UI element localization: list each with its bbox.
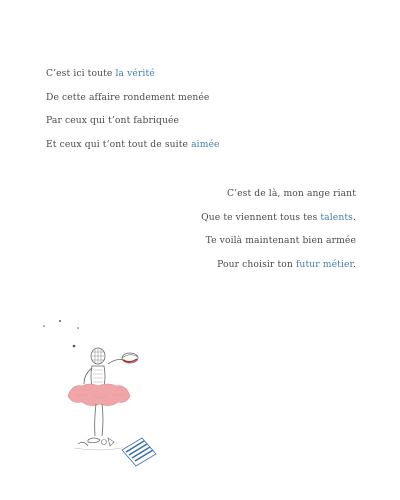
poem-line: De cette affaire rondement menée xyxy=(46,91,210,103)
poem-stanza-1 xyxy=(46,62,220,156)
poem-line: Te voilà maintenant bien armée xyxy=(205,235,356,246)
poem-line: C’est ici toute la vérité xyxy=(46,68,155,79)
poem-line: Et ceux qui t’ont tout de suite aimée xyxy=(46,138,220,150)
head-icon xyxy=(91,348,105,364)
highlighted-word: talents xyxy=(320,211,353,223)
tutu-icon xyxy=(68,384,130,406)
poem-line: C’est de là, mon ange riant xyxy=(226,188,356,199)
highlighted-word: aimée xyxy=(191,138,220,150)
poem-line: Que te viennent tous tes talents. xyxy=(201,211,356,223)
star-icon xyxy=(43,320,79,347)
girl-in-tutu-illustration xyxy=(38,312,168,477)
highlighted-word: futur métier xyxy=(295,258,353,270)
poem-line: Par ceux qui t’ont fabriquée xyxy=(46,115,180,126)
highlighted-word: la vérité xyxy=(115,68,155,79)
hat-icon xyxy=(122,353,138,363)
floor-objects xyxy=(78,438,114,446)
striped-towel-icon xyxy=(122,438,156,466)
poem-stanza-2 xyxy=(201,182,356,276)
poem-line: Pour choisir ton futur métier. xyxy=(217,258,356,270)
